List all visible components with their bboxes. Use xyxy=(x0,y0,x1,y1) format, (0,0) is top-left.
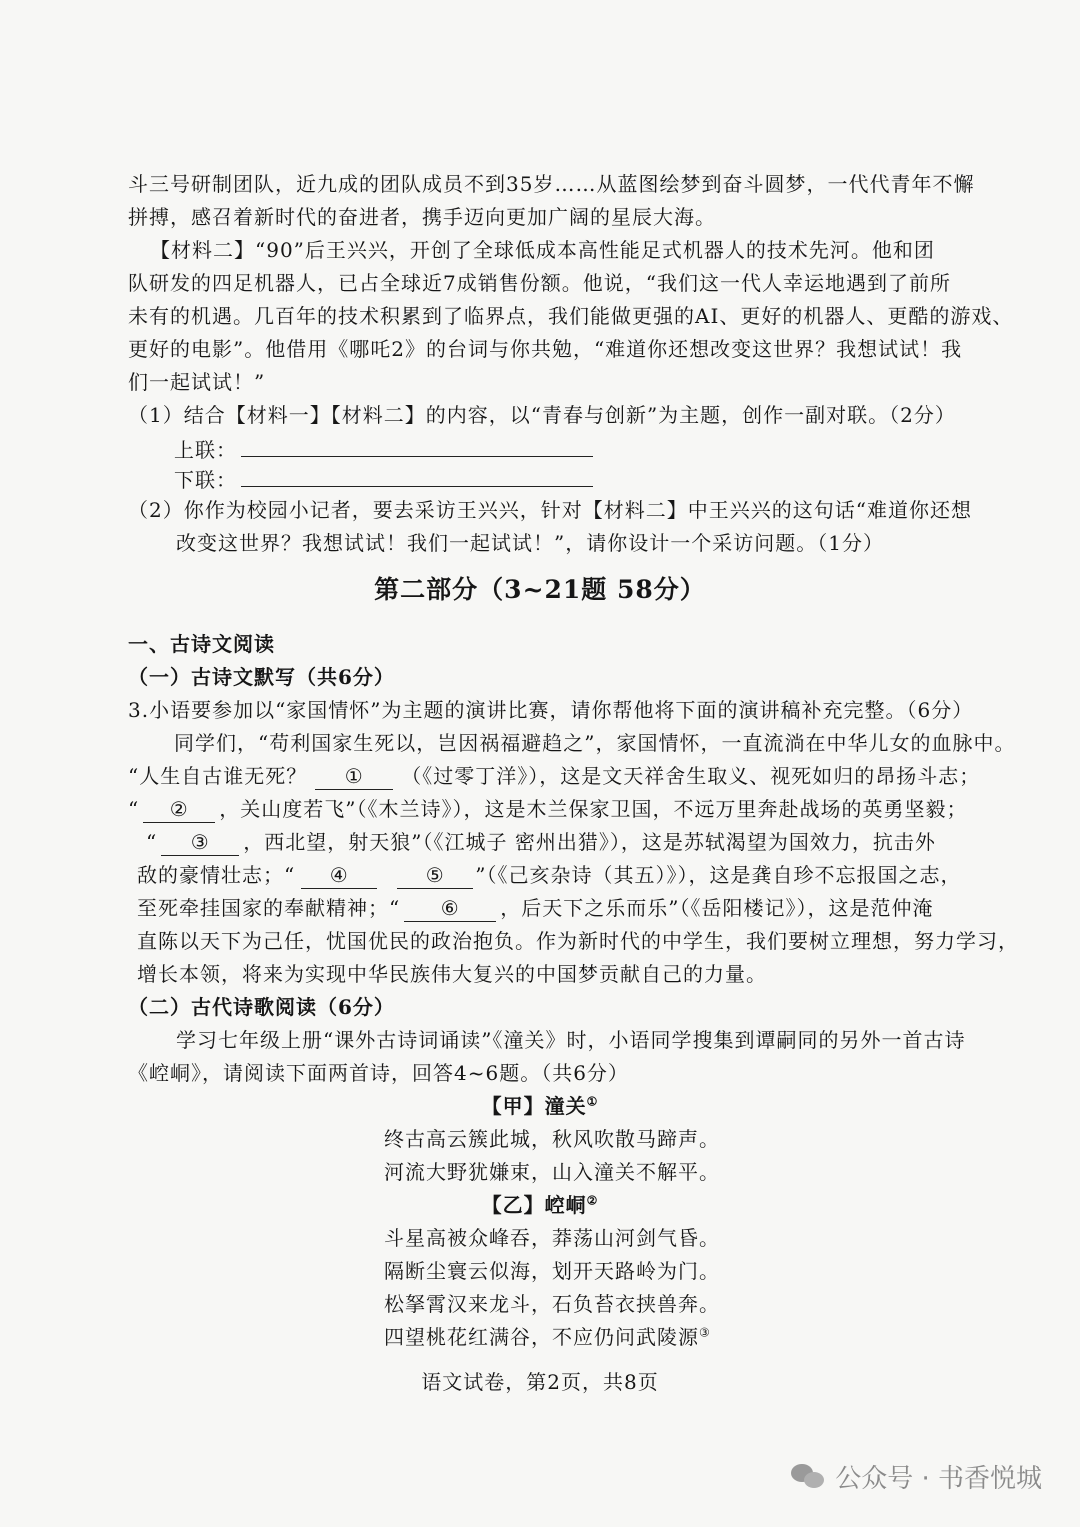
section-heading: 一、古诗文阅读 xyxy=(128,632,275,656)
footnote-marker: ① xyxy=(586,1094,599,1109)
speech-line: 同学们，“苟利国家生死以，岂因祸福避趋之”，家国情怀，一直流淌在中华儿女的血脉中。 xyxy=(174,731,1016,755)
speech-text: ，关山度若飞”（《木兰诗》），这是木兰保家卫国，不远万里奔赴战场的英勇坚毅； xyxy=(219,797,968,821)
speech-line xyxy=(137,892,933,924)
speech-line xyxy=(137,859,961,891)
poem-line: 终古高云簇此城，秋风吹散马蹄声。 xyxy=(384,1127,720,1151)
lower-couplet-answer-line[interactable] xyxy=(241,462,593,487)
speech-line xyxy=(128,793,967,825)
wechat-icon xyxy=(791,1462,825,1492)
poem-intro: 《崆峒》，请阅读下面两首诗，回答4~6题。（共6分） xyxy=(128,1061,629,1085)
upper-couplet-row xyxy=(174,432,593,466)
intro-line: 斗三号研制团队，近九成的团队成员不到35岁……从蓝图绘梦到奋斗圆梦，一代代青年不懈 xyxy=(128,172,975,196)
footnote-marker: ③ xyxy=(699,1325,711,1340)
blank-2[interactable]: ② xyxy=(143,796,215,823)
blank-1[interactable]: ① xyxy=(315,763,393,790)
speech-text: 敌的豪情壮志；“ xyxy=(137,863,296,887)
poem-1-title xyxy=(0,1090,1080,1122)
poem-title-text: 【乙】崆峒 xyxy=(481,1193,587,1217)
question-3: 3.小语要参加以“家国情怀”为主题的演讲比赛，请你帮他将下面的演讲稿补充完整。（6分） xyxy=(128,698,974,722)
material-two-line: 们一起试试！” xyxy=(128,370,266,394)
watermark xyxy=(791,1458,1042,1495)
subsection-heading: （二）古代诗歌阅读（6分） xyxy=(128,995,395,1019)
blank-5[interactable]: ⑤ xyxy=(397,862,473,889)
intro-line: 拼搏，感召着新时代的奋进者，携手迈向更加广阔的星辰大海。 xyxy=(128,205,716,229)
poem-line: 松拏霄汉来龙斗，石负苔衣挟兽奔。 xyxy=(384,1292,720,1316)
page-footer: 语文试卷，第2页，共8页 xyxy=(421,1370,659,1394)
lower-couplet-row xyxy=(174,462,593,496)
question-2: 改变这世界？我想试试！我们一起试试！”，请你设计一个采访问题。（1分） xyxy=(176,531,884,555)
speech-line: 增长本领，将来为实现中华民族伟大复兴的中国梦贡献自己的力量。 xyxy=(137,962,767,986)
upper-couplet-answer-line[interactable] xyxy=(241,432,593,457)
material-two-line: 队研发的四足机器人，已占全球近7成销售份额。他说，“我们这一代人幸运地遇到了前所 xyxy=(128,271,951,295)
question-1: （1）结合【材料一】【材料二】的内容，以“青春与创新”为主题，创作一副对联。（2分） xyxy=(128,403,956,427)
watermark-text: 公众号 · 书香悦城 xyxy=(835,1464,1042,1494)
subsection-heading: （一）古诗文默写（共6分） xyxy=(128,665,395,689)
poem-intro: 学习七年级上册“课外古诗词诵读”《潼关》时，小语同学搜集到谭嗣同的另外一首古诗 xyxy=(176,1028,966,1052)
speech-text: （《过零丁洋》），这是文天祥舍生取义、视死如归的昂扬斗志； xyxy=(401,764,981,788)
poem-line: 河流大野犹嫌束，山入潼关不解平。 xyxy=(384,1160,720,1184)
poem-line: 隔断尘寰云似海，划开天路岭为门。 xyxy=(384,1259,720,1283)
poem-title-text: 【甲】潼关 xyxy=(481,1094,587,1118)
poem-line xyxy=(384,1321,711,1353)
upper-couplet-label: 上联： xyxy=(174,438,237,462)
speech-line xyxy=(146,826,936,858)
material-two-line: 【材料二】“90”后王兴兴，开创了全球低成本高性能足式机器人的技术先河。他和团 xyxy=(150,238,935,262)
poem-line-text: 四望桃花红满谷，不应仍问武陵源 xyxy=(384,1325,699,1349)
speech-text: “人生自古谁无死？ xyxy=(128,764,308,788)
part-two-title: 第二部分（3~21题 58分） xyxy=(374,575,706,604)
material-two-line: 更好的电影”。他借用《哪吒2》的台词与你共勉，“难道你还想改变这世界？我想试试！我 xyxy=(128,337,963,361)
speech-text: “ xyxy=(146,830,158,854)
speech-text: ”（《己亥杂诗（其五）》），这是龚自珍不忘报国之志， xyxy=(475,863,962,887)
blank-6[interactable]: ⑥ xyxy=(404,895,496,922)
footnote-marker: ② xyxy=(586,1193,599,1208)
material-two-line: 未有的机遇。几百年的技术积累到了临界点，我们能做更强的AI、更好的机器人、更酷的游戏、 xyxy=(128,304,1014,328)
speech-text: “ xyxy=(128,797,140,821)
blank-4[interactable]: ④ xyxy=(301,862,377,889)
speech-text: ，后天下之乐而乐”（《岳阳楼记》），这是范仲淹 xyxy=(500,896,934,920)
speech-line: 直陈以天下为己任，忧国优民的政治抱负。作为新时代的中学生，我们要树立理想，努力学习， xyxy=(137,929,1019,953)
question-2: （2）你作为校园小记者，要去采访王兴兴，针对【材料二】中王兴兴的这句话“难道你还想 xyxy=(128,498,972,522)
lower-couplet-label: 下联： xyxy=(174,468,237,492)
speech-text: ，西北望，射天狼”（《江城子 密州出猎》），这是苏轼渴望为国效力，抗击外 xyxy=(243,830,936,854)
speech-text: 至死牵挂国家的奉献精神；“ xyxy=(137,896,401,920)
poem-2-title xyxy=(0,1189,1080,1221)
speech-line xyxy=(128,760,980,792)
poem-line: 斗星高被众峰吞，莽荡山河剑气昏。 xyxy=(384,1226,720,1250)
blank-3[interactable]: ③ xyxy=(161,829,239,856)
